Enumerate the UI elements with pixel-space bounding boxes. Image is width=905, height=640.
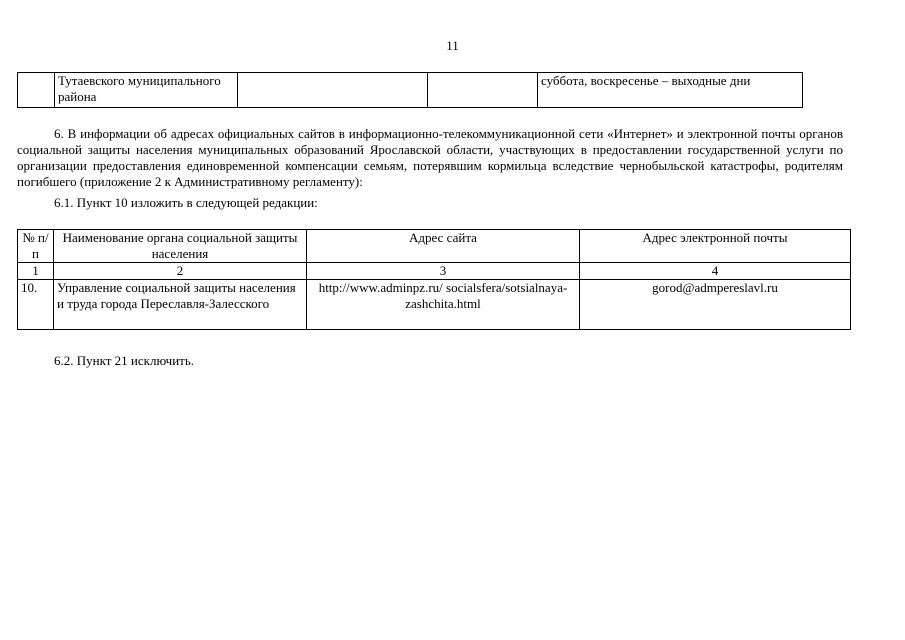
table-cell [238,73,428,108]
table-cell: суббота, воскресенье – выходные дни [538,73,803,108]
header-cell-number: № п/п [18,230,54,263]
table-numbering-row [18,263,851,280]
header-cell-email: Адрес электронной почты [580,230,851,263]
table-row [18,280,851,330]
site-address-cell: http://www.adminpz.ru/ socialsfera/sotsialnaya-zashchita.html [307,280,580,330]
sites-table [17,229,851,330]
table-cell: 2 [54,263,307,280]
table-cell: Тутаевского муниципального района [55,73,238,108]
schedule-table-fragment [17,72,803,108]
paragraph-6: 6. В информации об адресах официальных сайтов в информационно-телекоммуникационной сети «Интернет» и электронной почты органов социальной защиты населения муниципальных образований Ярославской области, участвующих в предоставлении государственной услуги по организации предоставления единовременной компенсации семьям, потерявшим кормильца вследствие чернобыльской катастрофы, родителям погибшего (приложение 2 к Административному регламенту): [17,126,843,189]
paragraph-6-2: 6.2. Пункт 21 исключить. [54,353,195,368]
header-cell-site: Адрес сайта [307,230,580,263]
header-cell-name: Наименование органа социальной защиты населения [54,230,307,263]
email-address-cell: gorod@admpereslavl.ru [580,280,851,330]
table-cell: 3 [307,263,580,280]
paragraph-6-1: 6.1. Пункт 10 изложить в следующей редакции: [54,195,318,210]
table-cell [18,73,55,108]
table-cell [428,73,538,108]
row-number-cell: 10. [18,280,54,330]
table-cell: 1 [18,263,54,280]
page-number: 11 [446,38,459,53]
table-header-row [18,230,851,263]
table-row [18,73,803,108]
organization-name-cell: Управление социальной защиты населения и труда города Переславля-Залесского [54,280,307,330]
table-cell: 4 [580,263,851,280]
